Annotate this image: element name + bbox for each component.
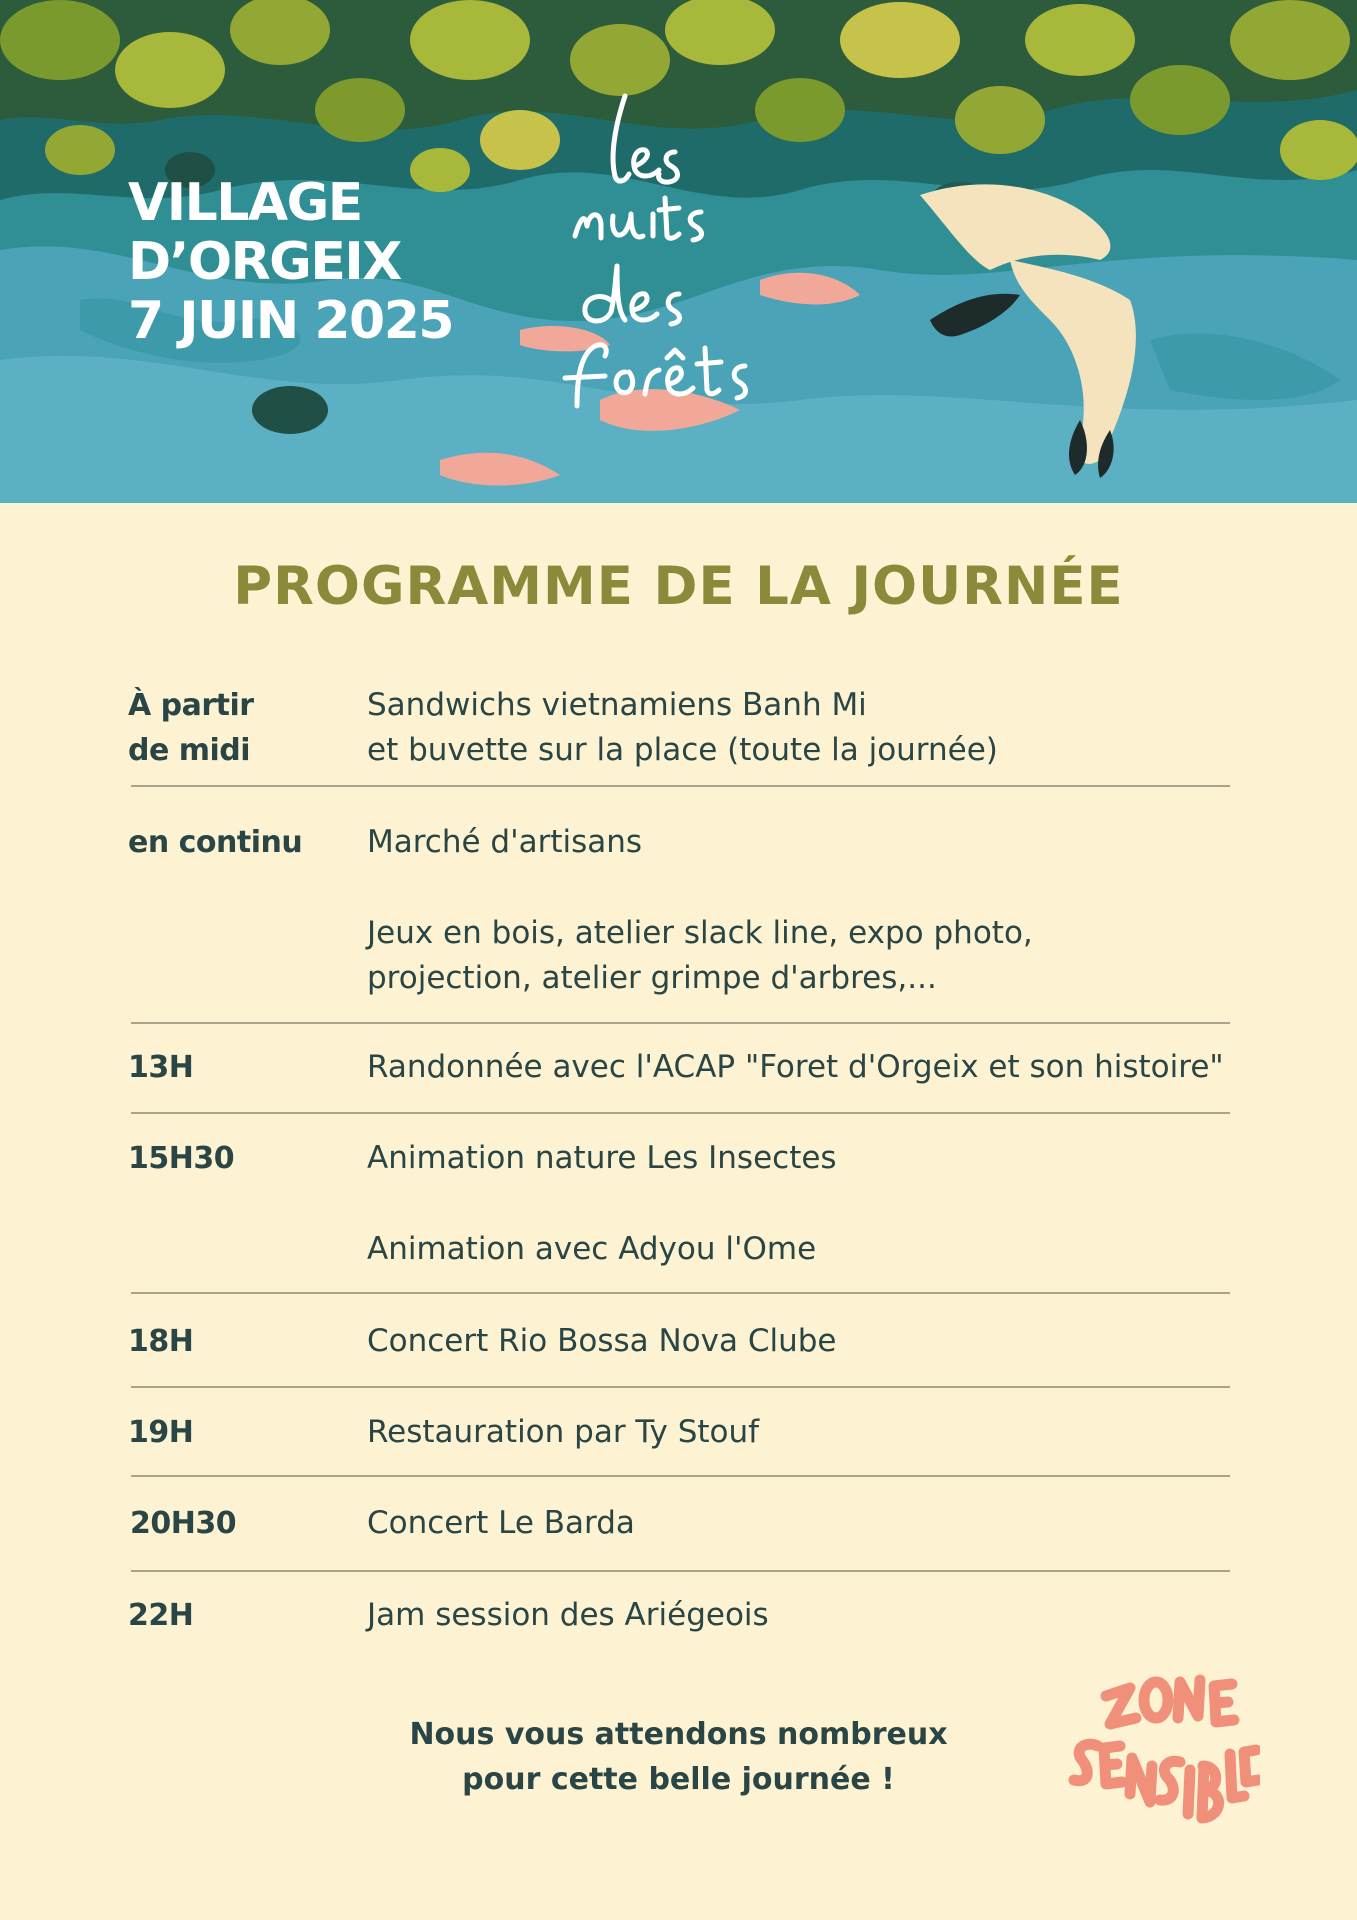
location-line-2: D’ORGEIX xyxy=(128,232,401,292)
zone-sensible-logo xyxy=(1064,1666,1260,1838)
location-line-1: VILLAGE xyxy=(128,173,362,233)
description-spacer xyxy=(367,865,1247,911)
row-divider xyxy=(131,1292,1230,1294)
schedule-description xyxy=(367,1319,1247,1364)
row-divider xyxy=(131,785,1230,787)
time-line: 15H30 xyxy=(128,1141,235,1176)
event-date: 7 JUIN 2025 xyxy=(128,291,454,351)
time-line: 19H xyxy=(128,1415,194,1450)
time-line: 13H xyxy=(128,1050,194,1085)
description-line: Animation nature Les Insectes xyxy=(367,1140,837,1176)
schedule-description xyxy=(367,1593,1247,1638)
schedule-time xyxy=(130,1501,236,1546)
description-line: et buvette sur la place (toute la journée) xyxy=(367,732,998,768)
schedule-time xyxy=(128,1319,193,1364)
closing-line-1: Nous vous attendons nombreux xyxy=(409,1717,948,1752)
description-line: Concert Le Barda xyxy=(367,1505,635,1541)
schedule-time xyxy=(128,683,254,773)
time-line: en continu xyxy=(128,825,303,860)
description-spacer xyxy=(367,1181,1247,1227)
description-line: projection, atelier grimpe d'arbres,... xyxy=(367,960,937,996)
description-line: Concert Rio Bossa Nova Clube xyxy=(367,1323,837,1359)
schedule-description xyxy=(367,683,1247,773)
schedule-description xyxy=(367,1045,1247,1090)
banner xyxy=(0,0,1357,503)
description-line: Sandwichs vietnamiens Banh Mi xyxy=(367,687,867,723)
event-title xyxy=(128,174,453,351)
row-divider xyxy=(131,1112,1230,1114)
schedule-description xyxy=(367,1410,1247,1455)
closing-line-2: pour cette belle journée ! xyxy=(462,1762,895,1797)
time-line: de midi xyxy=(128,733,251,768)
schedule-time xyxy=(128,1593,193,1638)
schedule-time xyxy=(128,1410,193,1455)
description-line: Randonnée avec l'ACAP "Foret d'Orgeix et son histoire" xyxy=(367,1049,1224,1085)
time-line: 18H xyxy=(128,1324,194,1359)
schedule-description xyxy=(367,1501,1247,1546)
schedule-time xyxy=(128,820,302,865)
schedule-description xyxy=(367,1136,1247,1272)
row-divider xyxy=(131,1022,1230,1024)
time-line: 22H xyxy=(128,1598,194,1633)
description-line: Jeux en bois, atelier slack line, expo photo, xyxy=(367,915,1033,951)
schedule-time xyxy=(128,1136,234,1181)
row-divider xyxy=(131,1570,1230,1572)
les-nuits-des-forets-logo xyxy=(555,86,835,416)
time-line: 20H30 xyxy=(130,1506,237,1541)
schedule-description xyxy=(367,820,1247,1001)
description-line: Marché d'artisans xyxy=(367,824,643,860)
schedule-time xyxy=(128,1045,193,1090)
row-divider xyxy=(131,1475,1230,1477)
time-line: À partir xyxy=(128,688,254,723)
description-line: Restauration par Ty Stouf xyxy=(367,1414,760,1450)
program-heading: PROGRAMME DE LA JOURNÉE xyxy=(233,556,1124,617)
description-line: Animation avec Adyou l'Ome xyxy=(367,1231,817,1267)
description-line: Jam session des Ariégeois xyxy=(367,1597,769,1633)
row-divider xyxy=(131,1386,1230,1388)
